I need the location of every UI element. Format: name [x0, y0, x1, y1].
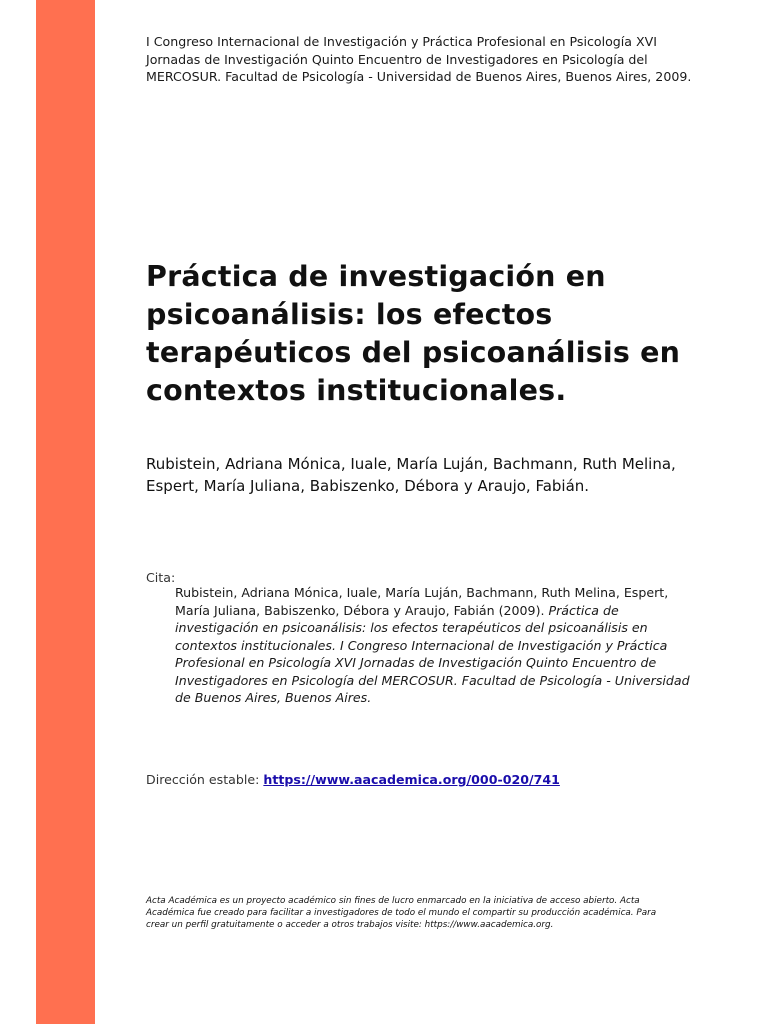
citation-work: Práctica de investigación en psicoanálisis: los efectos terapéuticos del psicoanálisis en contextos institucionales. I Congreso Internacional de Investigación y Práctica Profesional en Psicología XVI Jornadas de Investigación Quinto Encuentro de Investigadores en Psicología del MERCOSUR. Facultad de Psicología - Universidad de Buenos Aires, Buenos Aires. — [175, 602, 690, 705]
footer-note: Acta Académica es un proyecto académico sin fines de lucro enmarcado en la iniciativa de acceso abierto. Acta Académica fue creado para facilitar a investigadores de todo el mundo el compartir su producción académica. Para crear un perfil gratuitamente o acceder a otros trabajos visite: https://www.aacademica.org. — [146, 896, 657, 931]
stable-address-link[interactable]: https://www.aacademica.org/000-020/741 — [263, 772, 560, 787]
event-header: I Congreso Internacional de Investigación y Práctica Profesional en Psicología XVI Jornadas de Investigación Quinto Encuentro de Investigadores en Psicología del MERCOSUR. Facultad de Psicología - Universidad de Buenos Aires, Buenos Aires, 2009. — [146, 34, 692, 84]
citation-authors-year: Rubistein, Adriana Mónica, Iuale, María Luján, Bachmann, Ruth Melina, Espert, María Juliana, Babiszenko, Débora y Araujo, Fabián (2009). — [175, 585, 669, 618]
stable-address — [146, 771, 706, 789]
orange-side-bar — [36, 0, 95, 1024]
citation-label: Cita: — [146, 570, 176, 585]
citation-text — [175, 584, 695, 707]
stable-address-label: Dirección estable: — [146, 772, 260, 787]
authors: Rubistein, Adriana Mónica, Iuale, María Luján, Bachmann, Ruth Melina, Espert, María Juliana, Babiszenko, Débora y Araujo, Fabián. — [146, 455, 676, 495]
document-title: Práctica de investigación en psicoanálisis: los efectos terapéuticos del psicoanálisis en contextos institucionales. — [146, 260, 681, 407]
